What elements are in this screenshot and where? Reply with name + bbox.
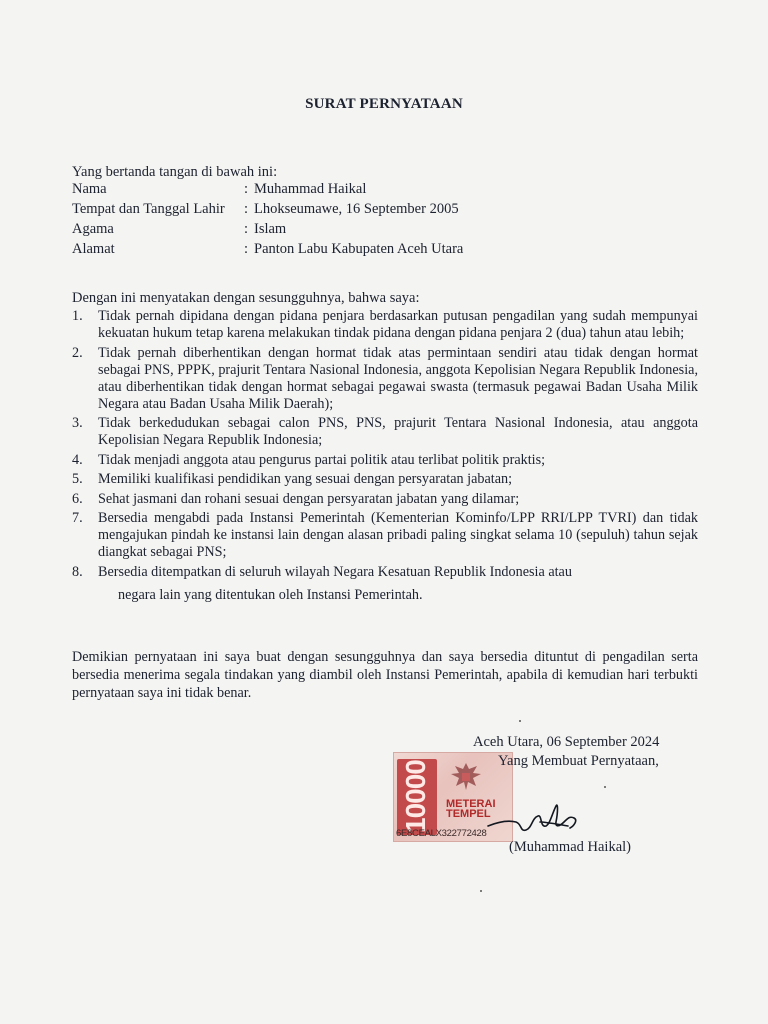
stamp-label-line: METERAI (446, 798, 496, 810)
item-number: 7. (72, 510, 83, 526)
stamp-value: 10000 (400, 760, 431, 833)
declaration-list (72, 308, 698, 606)
signer-name: (Muhammad Haikal) (509, 839, 632, 855)
item-text: Bersedia mengabdi pada Instansi Pemerintah (Kementerian Kominfo/LPP RRI/LPP TVRI) dan tidak mengajukan pindah ke instansi lain dengan alasan pribadi paling singkat selama 10 (sepuluh) tahun sejak diangkat sebagai PNS; (98, 510, 698, 560)
item-text: Sehat jasmani dan rohani sesuai dengan persyaratan jabatan yang dilamar; (98, 490, 520, 507)
identity-separator: : (244, 181, 249, 197)
declaration-item (72, 345, 698, 413)
item-number: 4. (72, 451, 83, 468)
declaration-intro: Dengan ini menyatakan dengan sesungguhnya, bahwa saya: (72, 290, 420, 306)
identity-row-religion (72, 219, 463, 239)
item-text: Tidak pernah dipidana dengan pidana penjara berdasarkan putusan pengadilan yang sudah mempunyai kekuatan hukum tetap karena melakukan tindak pidana dengan pidana penjara 2 (dua) tahun atau lebih; (98, 308, 698, 341)
stamp-label-line: TEMPEL (446, 808, 491, 820)
identity-row-name (72, 179, 463, 199)
closing-paragraph: Demikian pernyataan ini saya buat dengan sesungguhnya dan saya bersedia dituntut di pengadilan serta bersedia menerima segala tindakan yang diambil oleh Instansi Pemerintah, apabila di kemudian hari terbukti pernyataan saya ini tidak benar. (72, 649, 698, 701)
declaration-item (72, 471, 698, 488)
item-text-wrapper (98, 564, 698, 604)
item-text: Memiliki kualifikasi pendidikan yang sesuai dengan persyaratan jabatan; (98, 471, 513, 487)
identity-value: Lhokseumawe, 16 September 2005 (254, 201, 459, 217)
declaration-item (72, 510, 698, 561)
identity-row-address (72, 239, 463, 259)
stamp-serial: 6E8CEALX322772428 (396, 828, 487, 839)
declaration-item (72, 415, 698, 449)
item-text: Tidak berkedudukan sebagai calon PNS, PNS, prajurit Tentara Nasional Indonesia, atau anggota Kepolisian Negara Republik Indonesia; (98, 415, 698, 448)
identity-separator: : (244, 241, 249, 257)
identity-block (72, 179, 463, 259)
identity-value: Islam (254, 221, 287, 237)
identity-value: Panton Labu Kabupaten Aceh Utara (254, 241, 464, 257)
item-text: Tidak menjadi anggota atau pengurus partai politik atau terlibat politik praktis; (98, 451, 546, 468)
intro-text: Yang bertanda tangan di bawah ini: (72, 164, 278, 180)
item-text: Tidak pernah diberhentikan dengan hormat tidak atas permintaan sendiri atau tidak dengan hormat sebagai PNS, PPPK, prajurit Tentara Nasional Indonesia, anggota Kepolisian Negara Republik Indonesia, atau diberhentikan tidak dengan hormat sebagai pegawai swasta (termasuk pegawai Badan Usaha Milik Negara atau Badan Usaha Milik Daerah); (98, 344, 698, 412)
item-text-continuation: negara lain yang ditentukan oleh Instansi Pemerintah. (118, 586, 423, 603)
place-date: Aceh Utara, 06 September 2024 (473, 734, 660, 750)
scan-speck (480, 890, 482, 892)
maker-label: Yang Membuat Pernyataan, (498, 753, 659, 769)
identity-separator: : (244, 201, 249, 217)
declaration-item (72, 491, 698, 508)
scan-speck (519, 720, 521, 722)
declaration-item (72, 308, 698, 342)
garuda-emblem-icon (446, 757, 486, 797)
item-number: 3. (72, 415, 83, 431)
identity-value: Muhammad Haikal (254, 181, 367, 197)
identity-label: Alamat (72, 241, 115, 257)
item-text: Bersedia ditempatkan di seluruh wilayah Negara Kesatuan Republik Indonesia atau (98, 563, 572, 580)
item-number: 2. (72, 344, 83, 361)
document-title: SURAT PERNYATAAN (305, 96, 463, 112)
item-number: 5. (72, 471, 83, 487)
scan-speck (604, 786, 606, 788)
identity-label: Tempat dan Tanggal Lahir (72, 201, 225, 217)
declaration-item (72, 452, 698, 469)
identity-label: Nama (72, 181, 107, 197)
signature-icon (480, 792, 590, 844)
declaration-item (72, 564, 698, 604)
item-number: 1. (72, 308, 83, 324)
identity-separator: : (244, 221, 249, 237)
item-number: 8. (72, 563, 83, 580)
identity-row-birth (72, 199, 463, 219)
identity-label: Agama (72, 221, 114, 237)
item-number: 6. (72, 490, 83, 507)
